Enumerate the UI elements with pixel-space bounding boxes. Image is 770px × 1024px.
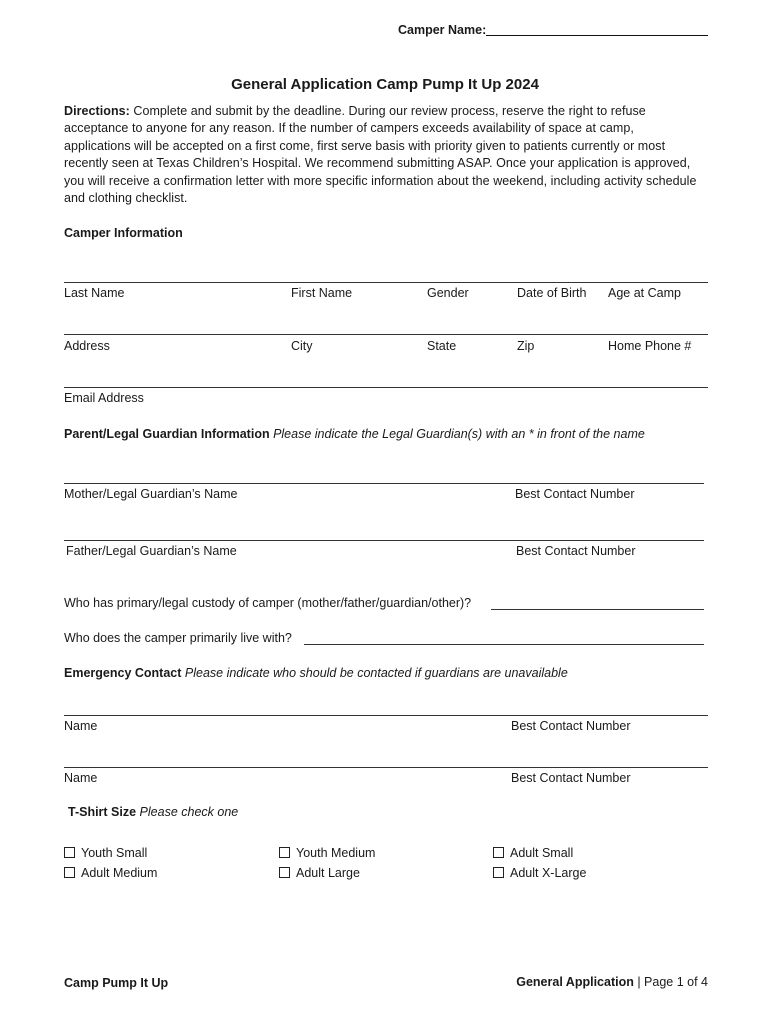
guardian-note: Please indicate the Legal Guardian(s) with an * in front of the name — [269, 427, 645, 441]
emergency2-line[interactable] — [64, 767, 708, 768]
label-home-phone: Home Phone # — [608, 339, 692, 353]
label-mother-contact: Best Contact Number — [515, 487, 635, 501]
label-address: Address — [64, 339, 110, 353]
tshirt-heading-line — [68, 805, 238, 819]
tshirt-note: Please check one — [136, 805, 239, 819]
emergency1-line[interactable] — [64, 715, 708, 716]
label-emergency-name-2: Name — [64, 771, 98, 785]
option-adult-medium[interactable] — [64, 866, 157, 880]
directions-paragraph — [64, 103, 704, 207]
checkbox-icon[interactable] — [279, 867, 290, 878]
label-last-name: Last Name — [64, 286, 125, 300]
camper-row1-line[interactable] — [64, 282, 708, 283]
camper-info-heading: Camper Information — [64, 226, 183, 240]
directions-text: Complete and submit by the deadline. During our review process, reserve the right to refuse acceptance to anyone for any reason. If the number of campers exceeds availability of space at camp, applications will be accepted on a first come, first serve basis with priority given to patients currently or most recently seen at Texas Children’s Hospital. We recommend submitting ASAP. Once your application is approved, you will receive a confirmation letter with more specific information about the weekend, including activity schedule and clothing checklist. — [64, 104, 697, 206]
label-emergency-name-1: Name — [64, 719, 98, 733]
father-line[interactable] — [64, 540, 704, 541]
guardian-heading: Parent/Legal Guardian Information — [64, 427, 270, 441]
label-zip: Zip — [517, 339, 535, 353]
footer-page-number: | Page 1 of 4 — [633, 975, 708, 989]
directions-label: Directions: — [64, 104, 130, 118]
camper-row3-line[interactable] — [64, 387, 708, 388]
emergency-note: Please indicate who should be contacted if guardians are unavailable — [181, 666, 568, 680]
label-city: City — [291, 339, 313, 353]
option-label: Youth Medium — [296, 846, 376, 860]
checkbox-icon[interactable] — [64, 867, 75, 878]
option-label: Adult Medium — [81, 866, 158, 880]
lives-with-question: Who does the camper primarily live with? — [64, 631, 292, 645]
guardian-heading-line — [64, 427, 645, 441]
option-youth-small[interactable] — [64, 846, 147, 860]
label-email-address: Email Address — [64, 391, 144, 405]
label-mother-name: Mother/Legal Guardian’s Name — [64, 487, 238, 501]
label-age-at-camp: Age at Camp — [608, 286, 681, 300]
option-adult-x-large[interactable] — [493, 866, 586, 880]
label-emergency-contact-1: Best Contact Number — [511, 719, 631, 733]
tshirt-heading: T-Shirt Size — [68, 805, 137, 819]
footer-doc-name: General Application — [516, 975, 634, 989]
label-father-name: Father/Legal Guardian’s Name — [66, 544, 237, 558]
emergency-heading: Emergency Contact — [64, 666, 182, 680]
mother-line[interactable] — [64, 483, 704, 484]
camper-name-label: Camper Name: — [398, 23, 487, 37]
option-label: Adult X-Large — [510, 866, 587, 880]
label-state: State — [427, 339, 457, 353]
option-label: Youth Small — [81, 846, 148, 860]
checkbox-icon[interactable] — [493, 867, 504, 878]
option-adult-small[interactable] — [493, 846, 573, 860]
custody-answer-line[interactable] — [491, 609, 704, 610]
label-emergency-contact-2: Best Contact Number — [511, 771, 631, 785]
option-label: Adult Large — [296, 866, 360, 880]
form-title: General Application Camp Pump It Up 2024 — [231, 76, 539, 93]
option-adult-large[interactable] — [279, 866, 360, 880]
emergency-heading-line — [64, 666, 568, 680]
label-gender: Gender — [427, 286, 469, 300]
checkbox-icon[interactable] — [279, 847, 290, 858]
footer-left: Camp Pump It Up — [64, 976, 169, 990]
footer-right — [516, 975, 708, 989]
label-date-of-birth: Date of Birth — [517, 286, 587, 300]
checkbox-icon[interactable] — [64, 847, 75, 858]
option-label: Adult Small — [510, 846, 574, 860]
custody-question: Who has primary/legal custody of camper (mother/father/guardian/other)? — [64, 596, 472, 610]
label-father-contact: Best Contact Number — [516, 544, 636, 558]
lives-with-answer-line[interactable] — [304, 644, 704, 645]
checkbox-icon[interactable] — [493, 847, 504, 858]
label-first-name: First Name — [291, 286, 353, 300]
camper-row2-line[interactable] — [64, 334, 708, 335]
camper-name-field[interactable] — [486, 35, 708, 36]
option-youth-medium[interactable] — [279, 846, 375, 860]
